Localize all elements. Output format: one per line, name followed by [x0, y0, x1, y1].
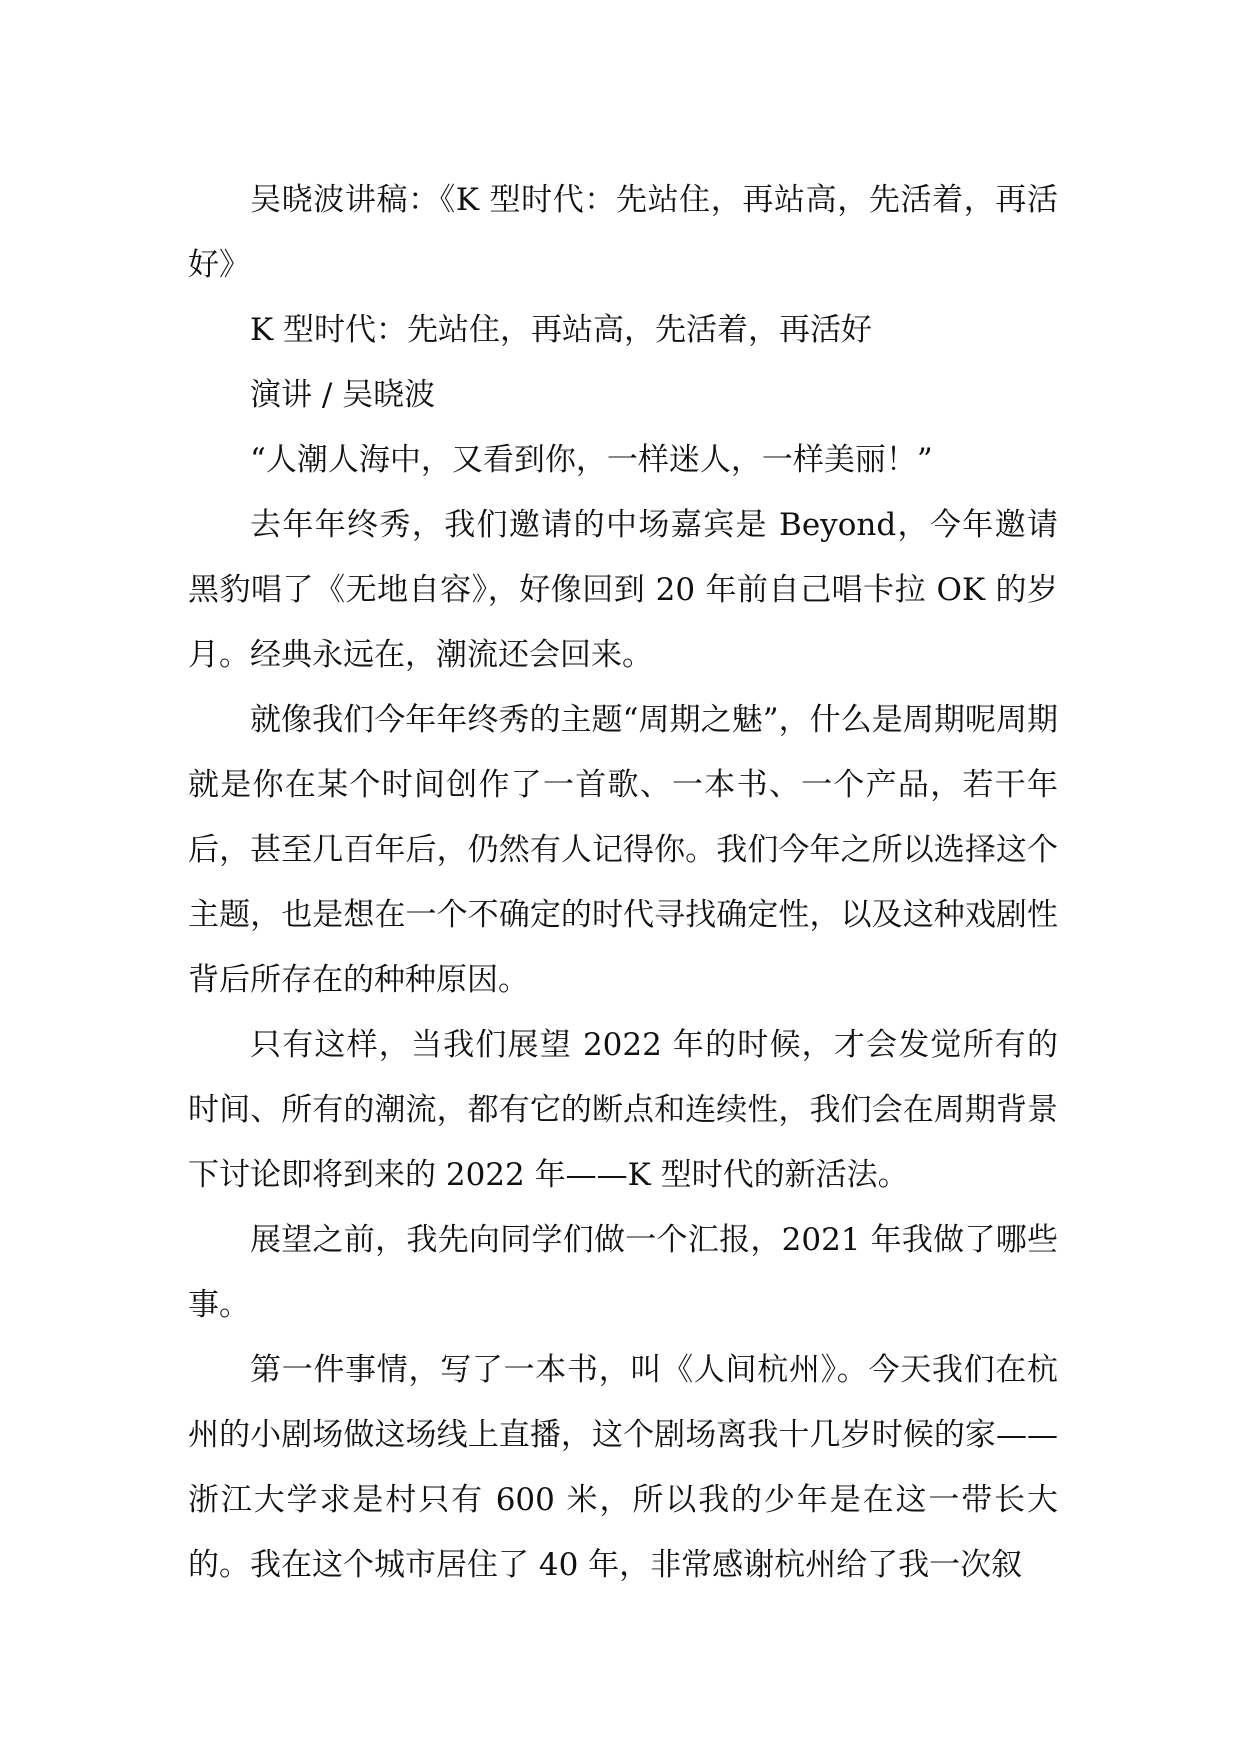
body-paragraph: 去年年终秀，我们邀请的中场嘉宾是 Beyond，今年邀请黑豹唱了《无地自容》，好像回到 20 年前自己唱卡拉 OK 的岁月。经典永远在，潮流还会回来。	[188, 507, 1058, 673]
body-paragraph: 只有这样，当我们展望 2022 年的时候，才会发觉所有的时间、所有的潮流，都有它的断点和连续性，我们会在周期背景下讨论即将到来的 2022 年——K 型时代的新活法。	[188, 1027, 1058, 1193]
body-paragraph: 第一件事情，写了一本书，叫《人间杭州》。今天我们在杭州的小剧场做这场线上直播，这个剧场离我十几岁时候的家——浙江大学求是村只有 600 米，所以我的少年是在这一带长大的。我在这个城市居住了 40 年，非常感谢杭州给了我一次叙	[188, 1352, 1058, 1583]
document-body	[188, 168, 1058, 1598]
speaker-line: 演讲 / 吴晓波	[250, 377, 436, 413]
speech-title: K 型时代：先站住，再站高，先活着，再活好	[250, 312, 873, 348]
body-paragraph: 展望之前，我先向同学们做一个汇报，2021 年我做了哪些事。	[188, 1222, 1058, 1323]
body-paragraph: 就像我们今年年终秀的主题“周期之魅”，什么是周期呢周期就是你在某个时间创作了一首歌、一本书、一个产品，若干年后，甚至几百年后，仍然有人记得你。我们今年之所以选择这个主题，也是想在一个不确定的时代寻找确定性，以及这种戏剧性背后所存在的种种原因。	[188, 702, 1058, 998]
document-title: 吴晓波讲稿：《K 型时代：先站住，再站高，先活着，再活好》	[188, 182, 1058, 283]
quote-paragraph: “人潮人海中，又看到你，一样迷人，一样美丽！”	[250, 442, 933, 478]
